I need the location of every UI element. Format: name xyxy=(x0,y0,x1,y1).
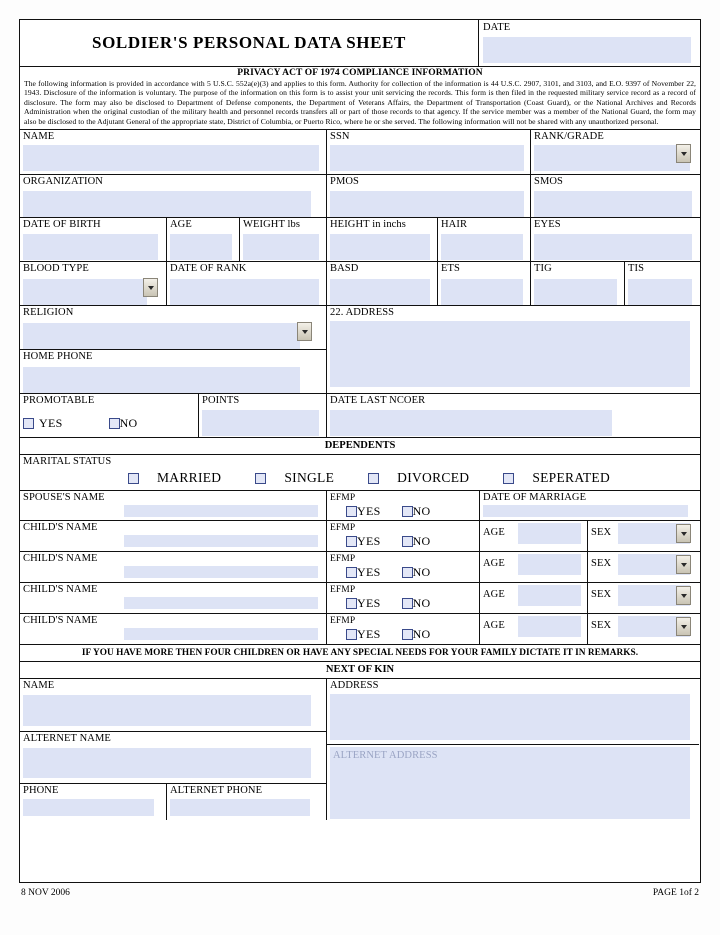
page-footer xyxy=(21,888,699,898)
field-points xyxy=(199,394,327,437)
points-label: POINTS xyxy=(202,395,240,407)
row-promotable xyxy=(20,394,700,438)
field-date-of-birth xyxy=(20,218,167,261)
child-age-input[interactable] xyxy=(518,616,581,637)
field-pmos xyxy=(327,175,531,217)
marital-status-cell xyxy=(20,455,699,490)
tig-input[interactable] xyxy=(534,279,617,305)
field-child-name xyxy=(20,583,327,613)
rank-grade-label: RANK/GRADE xyxy=(534,131,604,143)
child-efmp-cell xyxy=(327,521,480,551)
field-height xyxy=(327,218,438,261)
nok-right-group xyxy=(327,679,699,820)
hair-label: HAIR xyxy=(441,219,468,231)
row-physical-1 xyxy=(20,218,700,262)
page-title: SOLDIER'S PERSONAL DATA SHEET xyxy=(92,33,406,52)
address-input[interactable] xyxy=(330,321,690,387)
height-label: HEIGHT in inchs xyxy=(330,219,406,231)
promotable-yes-label: YES xyxy=(39,416,63,431)
nok-name-label: NAME xyxy=(23,680,55,692)
eyes-label: EYES xyxy=(534,219,561,231)
promotable-yes-checkbox[interactable] xyxy=(23,418,34,429)
child-age-label: AGE xyxy=(483,589,505,601)
child-age-label: AGE xyxy=(483,558,505,570)
child-efmp-no-label: NO xyxy=(412,627,431,642)
child-name-input[interactable] xyxy=(124,597,318,609)
form-title-cell xyxy=(20,20,479,66)
organization-input[interactable] xyxy=(23,191,311,217)
address-label: 22. ADDRESS xyxy=(330,307,395,319)
marital-single-label: SINGLE xyxy=(284,470,335,486)
nok-phone-label: PHONE xyxy=(23,785,59,797)
child-efmp-label: EFMP xyxy=(330,585,356,596)
nok-address-input[interactable] xyxy=(330,694,690,740)
nok-phone-group xyxy=(20,784,326,820)
smos-label: SMOS xyxy=(534,176,563,188)
field-smos xyxy=(531,175,699,217)
child-name-label: CHILD'S NAME xyxy=(23,584,98,596)
title-row xyxy=(20,20,700,67)
child-efmp-label: EFMP xyxy=(330,616,356,627)
child-efmp-cell xyxy=(327,552,480,582)
ets-input[interactable] xyxy=(441,279,523,305)
child-efmp-no-label: NO xyxy=(412,596,431,611)
ssn-input[interactable] xyxy=(330,145,524,171)
marital-separated-checkbox[interactable] xyxy=(503,473,514,484)
child-efmp-yes-label: YES xyxy=(357,565,381,580)
child-efmp-yes-checkbox[interactable] xyxy=(346,598,357,609)
chevron-down-icon[interactable] xyxy=(676,524,691,543)
child-efmp-yes-label: YES xyxy=(357,627,381,642)
row-organization-pmos-smos xyxy=(20,175,700,218)
date-of-marriage-label: DATE OF MARRIAGE xyxy=(483,492,587,504)
child-efmp-label: EFMP xyxy=(330,554,356,565)
date-of-rank-input[interactable] xyxy=(170,279,319,305)
religion-input[interactable] xyxy=(23,323,300,349)
nok-left-group xyxy=(20,679,327,820)
spouse-efmp-no-checkbox[interactable] xyxy=(402,506,413,517)
field-child-age xyxy=(480,614,588,644)
blood-type-label: BLOOD TYPE xyxy=(23,263,89,275)
field-child-sex xyxy=(588,552,699,582)
field-hair xyxy=(438,218,531,261)
tis-label: TIS xyxy=(628,263,645,275)
footer-date: 8 NOV 2006 xyxy=(21,888,70,898)
marital-divorced-label: DIVORCED xyxy=(397,470,470,486)
child-sex-label: SEX xyxy=(591,558,612,570)
date-of-rank-label: DATE OF RANK xyxy=(170,263,247,275)
child-efmp-no-checkbox[interactable] xyxy=(402,598,413,609)
field-promotable xyxy=(20,394,199,437)
date-of-marriage-input[interactable] xyxy=(483,505,688,517)
field-child-name xyxy=(20,552,327,582)
spouse-name-label: SPOUSE'S NAME xyxy=(23,492,105,504)
marital-divorced-checkbox[interactable] xyxy=(368,473,379,484)
spouse-efmp-cell xyxy=(327,491,480,520)
age-label: AGE xyxy=(170,219,192,231)
home-phone-input[interactable] xyxy=(23,367,300,393)
child-name-input[interactable] xyxy=(124,535,318,547)
child-sex-label: SEX xyxy=(591,589,612,601)
spouse-efmp-label: EFMP xyxy=(330,493,356,504)
nok-alternet-address-label: ALTERNET ADDRESS xyxy=(333,750,438,762)
child-efmp-yes-checkbox[interactable] xyxy=(346,629,357,640)
eyes-input[interactable] xyxy=(534,234,692,260)
nok-alternet-phone-input[interactable] xyxy=(170,799,310,816)
name-input[interactable] xyxy=(23,145,319,171)
field-date-last-ncoer xyxy=(327,394,699,437)
weight-input[interactable] xyxy=(243,234,319,260)
nok-name-input[interactable] xyxy=(23,695,311,726)
field-nok-alternet-address xyxy=(327,747,699,820)
promotable-no-label: NO xyxy=(119,416,138,431)
child-efmp-yes-checkbox[interactable] xyxy=(346,567,357,578)
field-tis xyxy=(625,262,699,305)
blood-type-input[interactable] xyxy=(23,279,147,305)
field-ets xyxy=(438,262,531,305)
points-input[interactable] xyxy=(202,410,319,436)
promotable-no-checkbox[interactable] xyxy=(109,418,120,429)
field-child-sex xyxy=(588,614,699,644)
date-last-ncoer-input[interactable] xyxy=(330,410,612,436)
home-phone-label: HOME PHONE xyxy=(23,351,93,363)
privacy-act-title: PRIVACY ACT OF 1974 COMPLIANCE INFORMATION xyxy=(237,68,483,78)
field-child-name xyxy=(20,614,327,644)
field-home-phone xyxy=(20,350,326,393)
nok-alternet-name-input[interactable] xyxy=(23,748,311,778)
spouse-efmp-no-label: NO xyxy=(412,504,431,519)
field-spouse-name xyxy=(20,491,327,520)
row-marital-status xyxy=(20,455,700,491)
rank-grade-input[interactable] xyxy=(534,145,690,171)
field-eyes xyxy=(531,218,699,261)
marital-married-checkbox[interactable] xyxy=(128,473,139,484)
field-child-age xyxy=(480,521,588,551)
marital-married-label: MARRIED xyxy=(157,470,222,486)
field-rank-grade xyxy=(531,130,699,174)
marital-options xyxy=(23,470,699,486)
section-header-dependents: DEPENDENTS xyxy=(20,438,700,455)
child-efmp-no-label: NO xyxy=(412,534,431,549)
field-nok-name xyxy=(20,679,326,732)
field-weight xyxy=(240,218,327,261)
basd-label: BASD xyxy=(330,263,359,275)
footer-page-number: PAGE 1of 2 xyxy=(652,888,699,898)
date-label: DATE xyxy=(483,22,511,33)
field-child-age xyxy=(480,552,588,582)
religion-label: RELIGION xyxy=(23,307,74,319)
tig-label: TIG xyxy=(534,263,552,275)
spouse-efmp-yes-checkbox[interactable] xyxy=(346,506,357,517)
field-child-sex xyxy=(588,583,699,613)
child-efmp-label: EFMP xyxy=(330,523,356,534)
religion-home-phone-group xyxy=(20,306,327,393)
field-tig xyxy=(531,262,625,305)
field-nok-phone xyxy=(20,784,167,820)
child-efmp-yes-label: YES xyxy=(357,596,381,611)
height-input[interactable] xyxy=(330,234,430,260)
child-name-label: CHILD'S NAME xyxy=(23,522,98,534)
field-nok-address xyxy=(327,679,699,745)
field-basd xyxy=(327,262,438,305)
name-label: NAME xyxy=(23,131,55,143)
promotable-label: PROMOTABLE xyxy=(23,395,95,407)
chevron-down-icon[interactable] xyxy=(676,555,691,574)
field-date-of-rank xyxy=(167,262,327,305)
field-age xyxy=(167,218,240,261)
field-blood-type xyxy=(20,262,167,305)
field-ssn xyxy=(327,130,531,174)
form-frame xyxy=(19,19,701,883)
chevron-down-icon[interactable] xyxy=(676,617,691,636)
child-age-input[interactable] xyxy=(518,523,581,544)
chevron-down-icon[interactable] xyxy=(143,278,158,297)
marital-separated-label: SEPERATED xyxy=(532,470,611,486)
nok-phone-input[interactable] xyxy=(23,799,154,816)
age-input[interactable] xyxy=(170,234,232,260)
ets-label: ETS xyxy=(441,263,460,275)
spouse-name-input[interactable] xyxy=(124,505,318,517)
child-age-input[interactable] xyxy=(518,554,581,575)
field-child-sex xyxy=(588,521,699,551)
spouse-efmp-choices xyxy=(330,504,479,519)
nok-alternet-name-label: ALTERNET NAME xyxy=(23,733,111,745)
field-organization xyxy=(20,175,327,217)
field-address xyxy=(327,306,699,393)
remarks-note: IF YOU HAVE MORE THEN FOUR CHILDREN OR HAVE ANY SPECIAL NEEDS FOR YOUR FAMILY DICTATE IT IN REMARKS. xyxy=(20,645,700,662)
date-input[interactable] xyxy=(483,37,691,63)
hair-input[interactable] xyxy=(441,234,523,260)
child-efmp-cell xyxy=(327,614,480,644)
field-nok-alternet-name xyxy=(20,732,326,784)
child-age-input[interactable] xyxy=(518,585,581,606)
child-sex-label: SEX xyxy=(591,527,612,539)
row-next-of-kin xyxy=(20,679,700,820)
child-name-label: CHILD'S NAME xyxy=(23,615,98,627)
weight-label: WEIGHT lbs xyxy=(243,219,301,231)
promotable-choices xyxy=(23,416,198,431)
child-efmp-cell xyxy=(327,583,480,613)
field-date-of-marriage xyxy=(480,491,699,520)
row-spouse xyxy=(20,491,700,521)
tis-input[interactable] xyxy=(628,279,692,305)
field-child-name xyxy=(20,521,327,551)
field-name xyxy=(20,130,327,174)
nok-address-label: ADDRESS xyxy=(330,680,379,692)
nok-alternet-phone-label: ALTERNET PHONE xyxy=(170,785,263,797)
smos-input[interactable] xyxy=(534,191,692,217)
marital-single-checkbox[interactable] xyxy=(255,473,266,484)
child-efmp-no-checkbox[interactable] xyxy=(402,567,413,578)
row-child xyxy=(20,614,700,645)
row-service-dates xyxy=(20,262,700,306)
field-nok-alternet-phone xyxy=(167,784,326,820)
child-name-input[interactable] xyxy=(124,566,318,578)
pmos-label: PMOS xyxy=(330,176,359,188)
chevron-down-icon[interactable] xyxy=(676,144,691,163)
privacy-act-body: The following information is provided in accordance with 5 U.S.C. 552a(e)(3) and applies to this form. Authority for collection of the information is 44 U.S.C. 2907, 3101, and 3103, and E.O. 9397 of November 22, 1943. Disclosure of the information is voluntary. The purpose of the information on this form is to assist your unit servicing the records. This form is then filed in the requested military service record as a record of disclosure. The form may also be disclosed to Department of Defense components, the Department of Veterans Affairs, the Department of Transportation (Coast Guard), or the National Archives and Records Administration when the original custodian of the military health and personnel records transfers all or part of those records to that agency. If the service member was a member of the National Guard, the form may also be disclosed to the Adjutant General of the appropriate state, District of Columbia, or Puerto Rico, where he or she served. The following information will not be shared with any unauthorized personal. xyxy=(24,79,696,126)
child-efmp-no-checkbox[interactable] xyxy=(402,629,413,640)
child-efmp-choices xyxy=(330,565,479,580)
row-child xyxy=(20,552,700,583)
child-efmp-choices xyxy=(330,596,479,611)
row-child xyxy=(20,521,700,552)
privacy-act-block xyxy=(20,67,700,130)
date-last-ncoer-label: DATE LAST NCOER xyxy=(330,395,426,407)
row-religion-address xyxy=(20,306,700,394)
child-efmp-no-label: NO xyxy=(412,565,431,580)
date-of-birth-label: DATE OF BIRTH xyxy=(23,219,101,231)
child-efmp-choices xyxy=(330,627,479,642)
child-efmp-yes-checkbox[interactable] xyxy=(346,536,357,547)
date-cell xyxy=(479,20,700,66)
ssn-label: SSN xyxy=(330,131,350,143)
child-efmp-yes-label: YES xyxy=(357,534,381,549)
child-name-label: CHILD'S NAME xyxy=(23,553,98,565)
child-efmp-no-checkbox[interactable] xyxy=(402,536,413,547)
chevron-down-icon[interactable] xyxy=(676,586,691,605)
child-sex-label: SEX xyxy=(591,620,612,632)
organization-label: ORGANIZATION xyxy=(23,176,103,188)
child-efmp-choices xyxy=(330,534,479,549)
basd-input[interactable] xyxy=(330,279,430,305)
row-child xyxy=(20,583,700,614)
spouse-efmp-yes-label: YES xyxy=(357,504,381,519)
child-name-input[interactable] xyxy=(124,628,318,640)
row-name-ssn-rank xyxy=(20,130,700,175)
pmos-input[interactable] xyxy=(330,191,524,217)
child-age-label: AGE xyxy=(483,527,505,539)
date-of-birth-input[interactable] xyxy=(23,234,158,260)
child-age-label: AGE xyxy=(483,620,505,632)
field-child-age xyxy=(480,583,588,613)
section-header-next-of-kin: NEXT OF KIN xyxy=(20,662,700,679)
chevron-down-icon[interactable] xyxy=(297,322,312,341)
field-religion xyxy=(20,306,326,350)
marital-status-label: MARITAL STATUS xyxy=(23,456,112,468)
